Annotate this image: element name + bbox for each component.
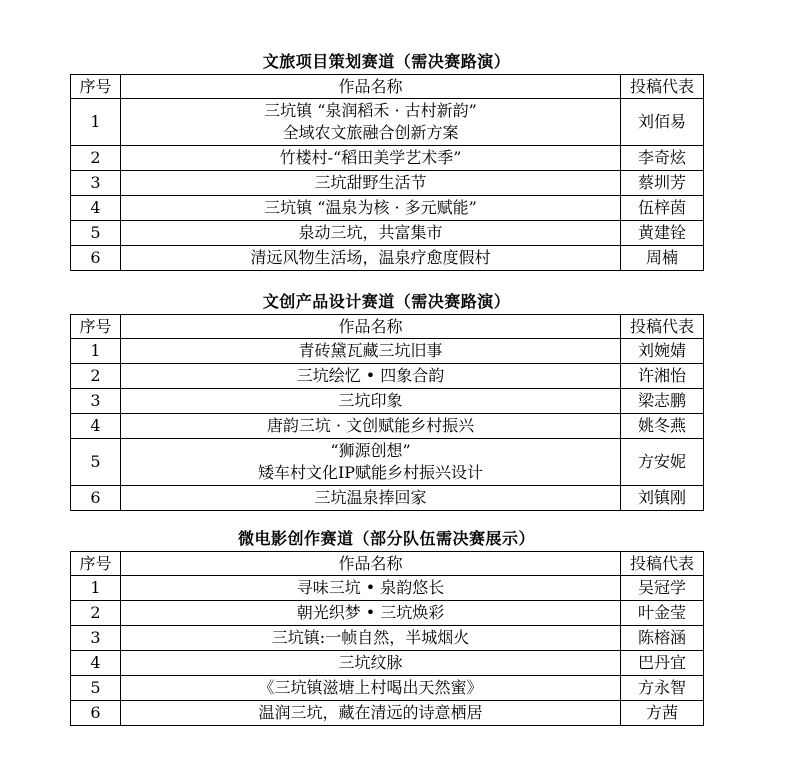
table-row: [71, 146, 704, 171]
table-row: [71, 576, 704, 601]
row-num: 4: [71, 414, 121, 439]
section-creative-product-design: [70, 290, 703, 511]
row-name: 三坑纹脉: [121, 651, 621, 676]
table-header-row: [71, 75, 704, 99]
row-name: 《三坑镇滋塘上村喝出天然蜜》: [121, 676, 621, 701]
header-rep: 投稿代表: [621, 315, 704, 339]
row-name: 清远风物生活场，温泉疗愈度假村: [121, 246, 621, 271]
row-num: 1: [71, 576, 121, 601]
header-name: 作品名称: [121, 315, 621, 339]
entries-table: [70, 551, 704, 726]
row-num: 4: [71, 196, 121, 221]
header-num: 序号: [71, 552, 121, 576]
header-name: 作品名称: [121, 552, 621, 576]
table-row: [71, 99, 704, 146]
entries-table: [70, 314, 704, 511]
row-rep: 许湘怡: [621, 364, 704, 389]
section-tourism-planning: [70, 50, 703, 271]
row-num: 3: [71, 171, 121, 196]
table-row: [71, 196, 704, 221]
row-rep: 梁志鹏: [621, 389, 704, 414]
table-row: [71, 601, 704, 626]
table-row: [71, 364, 704, 389]
row-num: 3: [71, 389, 121, 414]
row-rep: 周楠: [621, 246, 704, 271]
row-num: 6: [71, 246, 121, 271]
row-num: 2: [71, 601, 121, 626]
row-name: 三坑绘忆 • 四象合韵: [121, 364, 621, 389]
table-header-row: [71, 315, 704, 339]
row-num: 6: [71, 701, 121, 726]
row-name: 温润三坑，藏在清远的诗意栖居: [121, 701, 621, 726]
section-title: 文旅项目策划赛道（需决赛路演）: [262, 52, 511, 71]
row-name-line: 三坑镇 “泉润稻禾 · 古村新韵”: [264, 101, 477, 120]
table-row: [71, 414, 704, 439]
row-name: 三坑印象: [121, 389, 621, 414]
table-row: [71, 651, 704, 676]
section-title: 微电影创作赛道（部分队伍需决赛展示）: [237, 529, 535, 548]
header-rep: 投稿代表: [621, 552, 704, 576]
row-rep: 叶金莹: [621, 601, 704, 626]
row-num: 5: [71, 439, 121, 486]
row-name: 三坑镇 “温泉为核 · 多元赋能”: [121, 196, 621, 221]
row-rep: 刘佰易: [621, 99, 704, 146]
row-name: 竹楼村-“稻田美学艺术季”: [121, 146, 621, 171]
row-name: [121, 99, 621, 146]
header-num: 序号: [71, 315, 121, 339]
row-name-line: 矮车村文化IP赋能乡村振兴设计: [257, 463, 484, 482]
row-rep: 方茜: [621, 701, 704, 726]
row-rep: 方安妮: [621, 439, 704, 486]
row-num: 2: [71, 146, 121, 171]
table-row: [71, 389, 704, 414]
table-row: [71, 486, 704, 511]
header-rep: 投稿代表: [621, 75, 704, 99]
row-rep: 伍梓茵: [621, 196, 704, 221]
row-num: 6: [71, 486, 121, 511]
row-num: 3: [71, 626, 121, 651]
row-rep: 吴冠学: [621, 576, 704, 601]
table-row: [71, 439, 704, 486]
header-num: 序号: [71, 75, 121, 99]
table-row: [71, 676, 704, 701]
row-num: 5: [71, 676, 121, 701]
table-row: [71, 626, 704, 651]
section-micro-film: [70, 527, 703, 726]
row-name: 朝光织梦 • 三坑焕彩: [121, 601, 621, 626]
row-name: 青砖黛瓦藏三坑旧事: [121, 339, 621, 364]
row-rep: 陈榕涵: [621, 626, 704, 651]
row-name-line: 全域农文旅融合创新方案: [282, 123, 459, 142]
row-rep: 刘镇刚: [621, 486, 704, 511]
row-num: 1: [71, 99, 121, 146]
row-rep: 方永智: [621, 676, 704, 701]
row-name: 寻味三坑 • 泉韵悠长: [121, 576, 621, 601]
row-rep: 蔡圳芳: [621, 171, 704, 196]
row-rep: 黄建铨: [621, 221, 704, 246]
row-rep: 姚冬燕: [621, 414, 704, 439]
row-name: 三坑温泉捧回家: [121, 486, 621, 511]
table-header-row: [71, 552, 704, 576]
row-name: 唐韵三坑 · 文创赋能乡村振兴: [121, 414, 621, 439]
row-name: 三坑镇:一帧自然，半城烟火: [121, 626, 621, 651]
row-num: 4: [71, 651, 121, 676]
section-title: 文创产品设计赛道（需决赛路演）: [262, 292, 511, 311]
row-rep: 刘婉婧: [621, 339, 704, 364]
row-num: 2: [71, 364, 121, 389]
row-name: [121, 439, 621, 486]
row-name: 泉动三坑，共富集市: [121, 221, 621, 246]
entries-table: [70, 74, 704, 271]
table-row: [71, 171, 704, 196]
table-row: [71, 246, 704, 271]
row-rep: 巴丹宜: [621, 651, 704, 676]
row-num: 1: [71, 339, 121, 364]
table-row: [71, 701, 704, 726]
row-rep: 李奇炫: [621, 146, 704, 171]
table-row: [71, 339, 704, 364]
row-num: 5: [71, 221, 121, 246]
row-name-line: “狮源创想”: [330, 441, 411, 460]
row-name: 三坑甜野生活节: [121, 171, 621, 196]
header-name: 作品名称: [121, 75, 621, 99]
table-row: [71, 221, 704, 246]
